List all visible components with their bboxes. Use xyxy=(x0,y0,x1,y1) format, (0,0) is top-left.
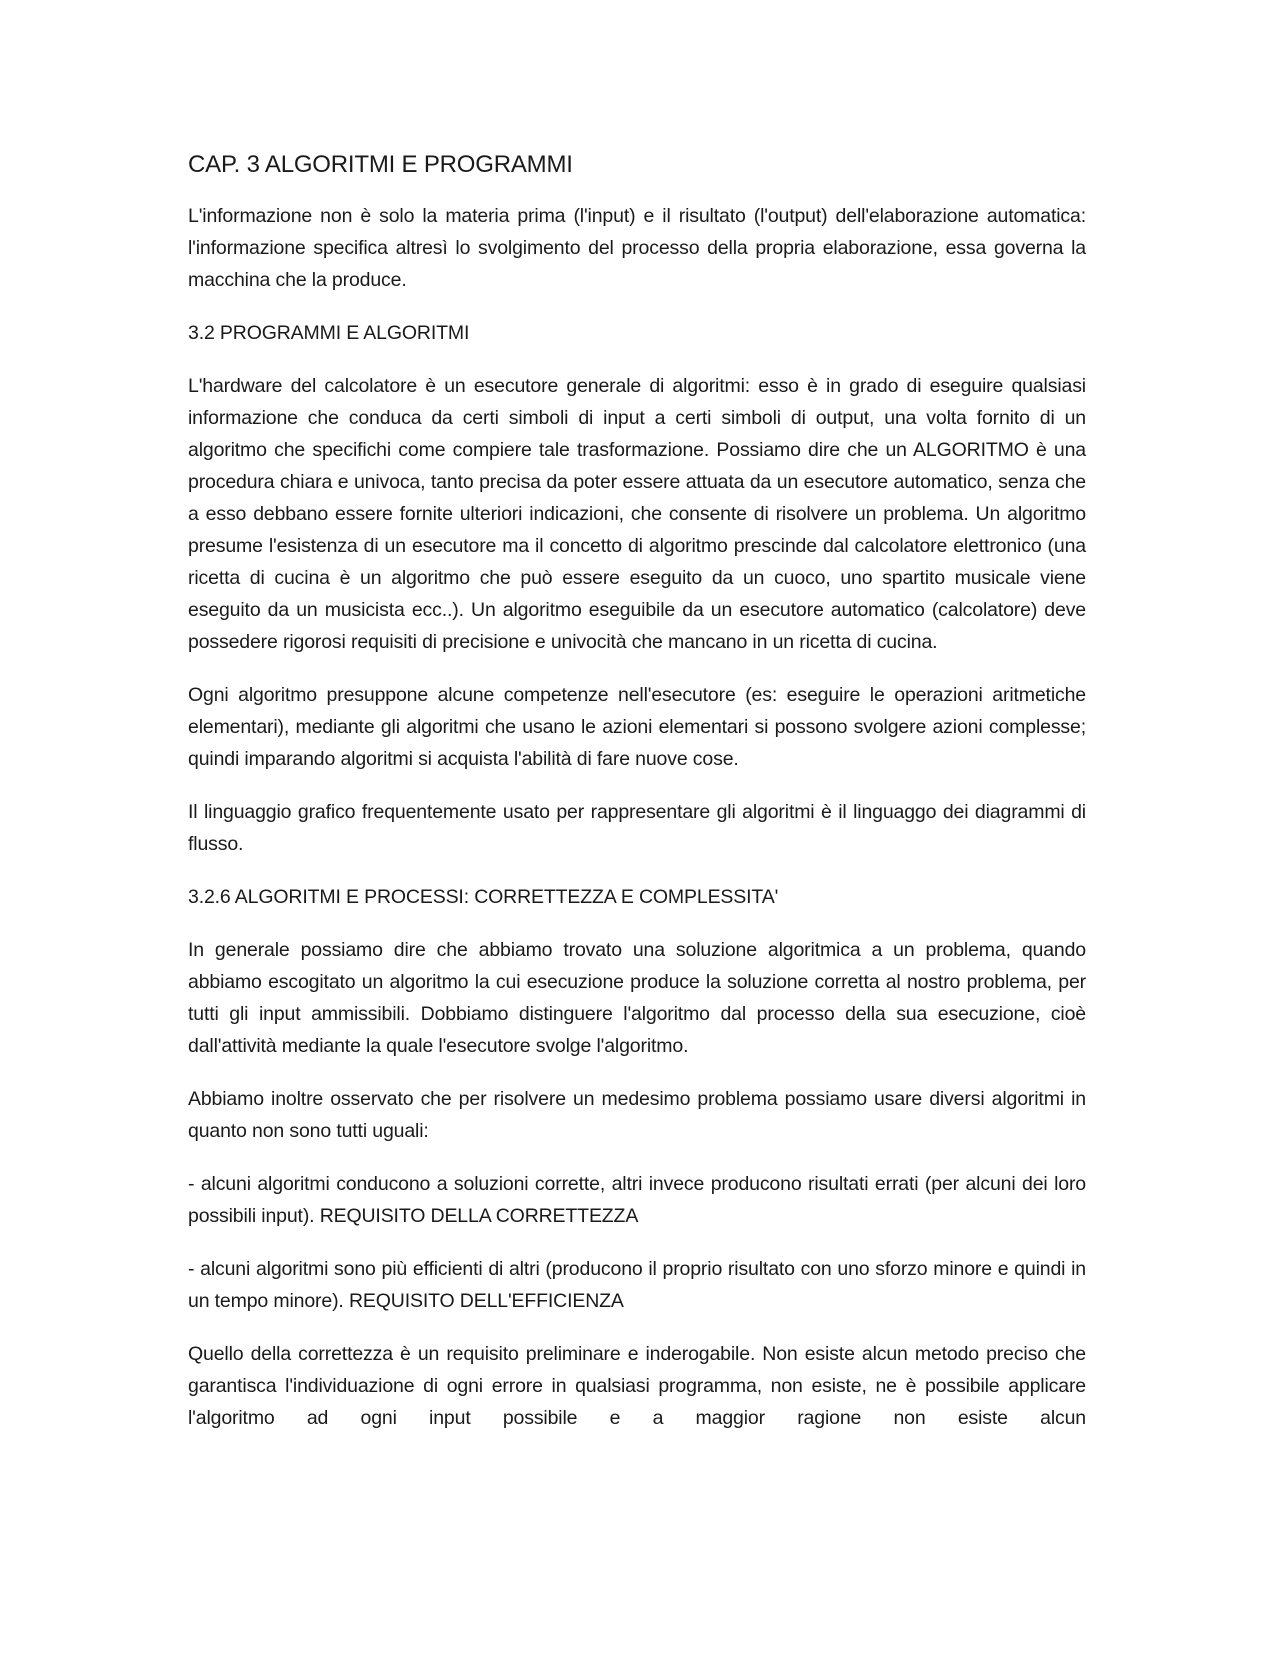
paragraph: In generale possiamo dire che abbiamo trovato una soluzione algoritmica a un problema, quando abbiamo escogitato un algoritmo la cui esecuzione produce la soluzione corretta al nostro problema, per tutti gli input ammissibili. Dobbiamo distinguere l'algoritmo dal processo della sua esecuzione, cioè dall'attività mediante la quale l'esecutore svolge l'algoritmo. xyxy=(188,939,1086,1057)
list-item-efficienza: - alcuni algoritmi sono più efficienti di altri (producono il proprio risultato con uno sforzo minore e quindi in un tempo minore). REQUISITO DELL'EFFICIENZA xyxy=(188,1258,1086,1312)
list-item-correttezza: - alcuni algoritmi conducono a soluzioni corrette, altri invece producono risultati errati (per alcuni dei loro possibili input). REQUISITO DELLA CORRETTEZZA xyxy=(188,1173,1086,1227)
paragraph: Abbiamo inoltre osservato che per risolvere un medesimo problema possiamo usare diversi algoritmi in quanto non sono tutti uguali: xyxy=(188,1088,1086,1142)
document-body xyxy=(188,148,1086,1455)
section-heading-correttezza-complessita: 3.2.6 ALGORITMI E PROCESSI: CORRETTEZZA E COMPLESSITA' xyxy=(188,886,779,908)
paragraph: Il linguaggio grafico frequentemente usato per rappresentare gli algoritmi è il linguaggo dei diagrammi di flusso. xyxy=(188,801,1086,855)
paragraph: Ogni algoritmo presuppone alcune competenze nell'esecutore (es: eseguire le operazioni aritmetiche elementari), mediante gli algoritmi che usano le azioni elementari si possono svolgere azioni complesse; quindi imparando algoritmi si acquista l'abilità di fare nuove cose. xyxy=(188,684,1086,770)
page-title: CAP. 3 ALGORITMI E PROGRAMMI xyxy=(188,151,573,178)
paragraph: Quello della correttezza è un requisito preliminare e inderogabile. Non esiste alcun metodo preciso che garantisca l'individuazione di ogni errore in qualsiasi programma, non esiste, ne è possibile applicare l'algoritmo ad ogni input possibile e a maggior ragione non esiste alcun xyxy=(188,1343,1086,1429)
paragraph: L'hardware del calcolatore è un esecutore generale di algoritmi: esso è in grado di eseguire qualsiasi informazione che conduca da certi simboli di input a certi simboli di output, una volta fornito di un algoritmo che specifichi come compiere tale trasformazione. Possiamo dire che un ALGORITMO è una procedura chiara e univoca, tanto precisa da poter essere attuata da un esecutore automatico, senza che a esso debbano essere fornite ulteriori indicazioni, che consente di risolvere un problema. Un algoritmo presume l'esistenza di un esecutore ma il concetto di algoritmo prescinde dal calcolatore elettronico (una ricetta di cucina è un algoritmo che può essere eseguito da un cuoco, uno spartito musicale viene eseguito da un musicista ecc..). Un algoritmo eseguibile da un esecutore automatico (calcolatore) deve possedere rigorosi requisiti di precisione e univocità che mancano in un ricetta di cucina. xyxy=(188,375,1086,653)
section-heading-programmi-algoritmi: 3.2 PROGRAMMI E ALGORITMI xyxy=(188,322,470,344)
intro-paragraph: L'informazione non è solo la materia prima (l'input) e il risultato (l'output) dell'elaborazione automatica: l'informazione specifica altresì lo svolgimento del processo della propria elaborazione, essa governa la macchina che la produce. xyxy=(188,205,1086,291)
